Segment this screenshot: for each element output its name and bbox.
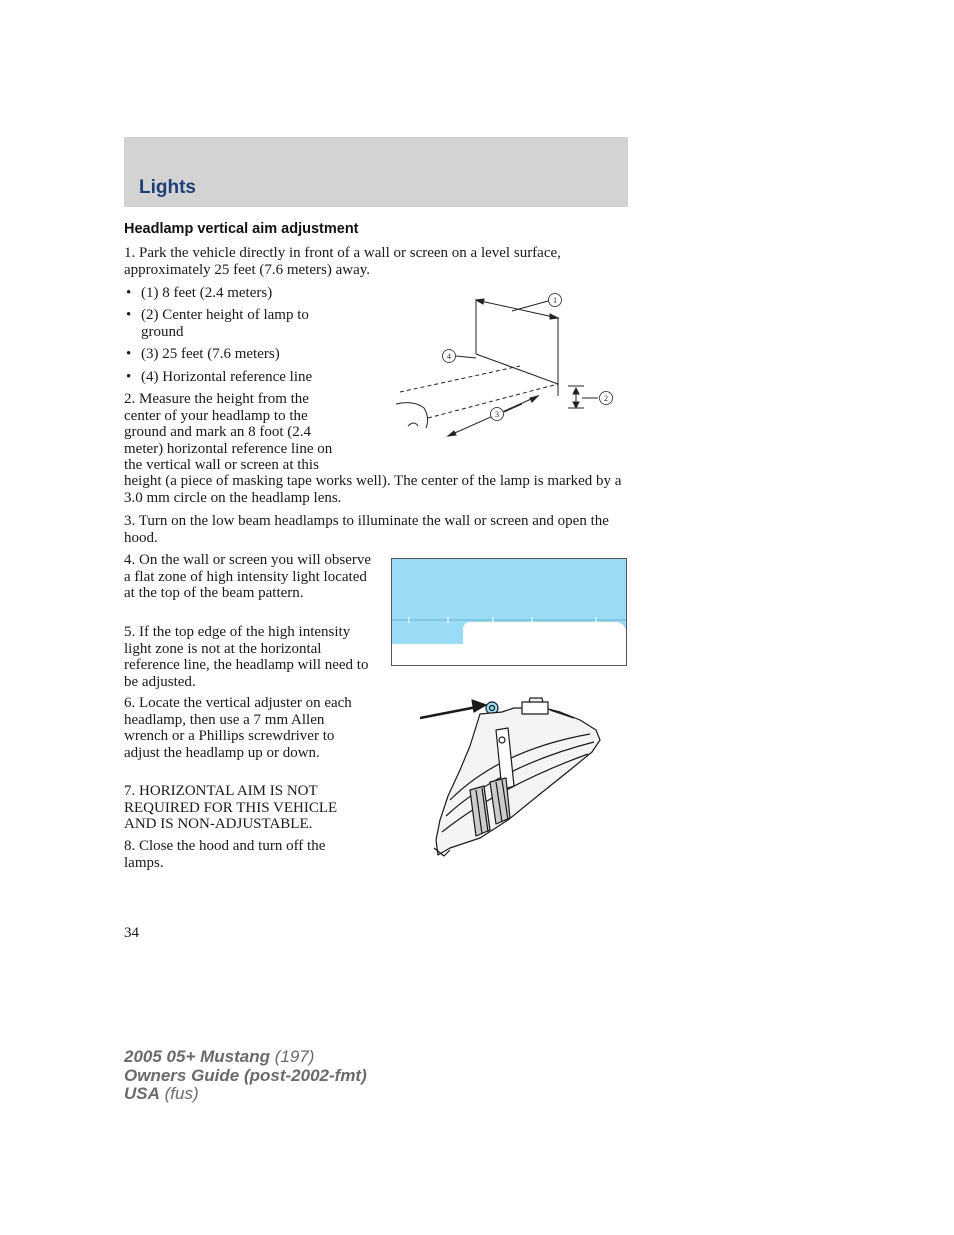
bullet-dot: •	[126, 285, 132, 301]
step-3-text: 3. Turn on the low beam headlamps to illuminate the wall or screen and open the hood.	[124, 513, 609, 546]
pointer-arrow-icon	[472, 700, 486, 712]
step-1-text: 1. Park the vehicle directly in front of a wall or screen on a level surface, approximately 25 feet (7.6 meters) away.	[124, 245, 561, 278]
callout-label: 2	[604, 394, 608, 403]
footer-market: USA	[124, 1084, 160, 1103]
bullet-dot: •	[126, 346, 132, 362]
bullet-text: (1) 8 feet (2.4 meters)	[141, 285, 273, 301]
footer-model: 2005 05+ Mustang	[124, 1047, 270, 1066]
page-number: 34	[124, 925, 139, 941]
step-6-text: 6. Locate the vertical adjuster on each headlamp, then use a 7 mm Allen wrench or a Phillips screwdriver to adjust the headlamp up or down.	[124, 695, 352, 761]
bullet-text: (4) Horizontal reference line	[141, 369, 313, 385]
callout-label: 3	[495, 410, 499, 419]
section-title: Lights	[139, 177, 196, 198]
footer-line-3	[124, 1084, 199, 1104]
step-7-text: 7. HORIZONTAL AIM IS NOT REQUIRED FOR THIS VEHICLE AND IS NON-ADJUSTABLE.	[124, 783, 338, 832]
bullet-text: (3) 25 feet (7.6 meters)	[141, 346, 280, 362]
callout-label: 1	[553, 296, 557, 305]
step-2-line: center of your headlamp to the	[124, 407, 308, 424]
step-4-text: 4. On the wall or screen you will observe a flat zone of high intensity light located at the top of the beam pattern.	[124, 552, 372, 601]
footer-guide: Owners Guide (post-2002-fmt)	[124, 1066, 367, 1085]
footer-market-code: (fus)	[159, 1084, 199, 1103]
section-header-band	[124, 137, 628, 207]
bullet-dot: •	[126, 369, 132, 385]
step-2-line: ground and mark an 8 foot (2.4	[124, 424, 312, 440]
step-2-line: 2. Measure the height from the	[124, 391, 309, 407]
bullet-text: (2) Center height of lamp to ground	[141, 307, 309, 340]
step-2-line: meter) horizontal reference line on	[124, 440, 333, 457]
step-2-text	[124, 391, 332, 474]
callout-label: 4	[447, 352, 451, 361]
footer-line-1	[124, 1047, 314, 1067]
step-2-continued: height (a piece of masking tape works well). The center of the lamp is marked by a 3.0 mm circle on the headlamp lens.	[124, 473, 622, 506]
step-2-line: the vertical wall or screen at this	[124, 457, 319, 473]
aim-distance-diagram	[390, 286, 626, 446]
beam-pattern-diagram	[391, 558, 627, 666]
headlamp-adjuster-illustration	[410, 690, 610, 860]
footer-model-code: (197)	[270, 1047, 315, 1066]
footer-line-2	[124, 1066, 367, 1086]
bullet-dot: •	[126, 307, 132, 323]
step-8-text: 8. Close the hood and turn off the lamps.	[124, 838, 326, 871]
subsection-heading: Headlamp vertical aim adjustment	[124, 221, 359, 237]
step-5-text: 5. If the top edge of the high intensity light zone is not at the horizontal reference line, the headlamp will need to be adjusted.	[124, 624, 369, 690]
